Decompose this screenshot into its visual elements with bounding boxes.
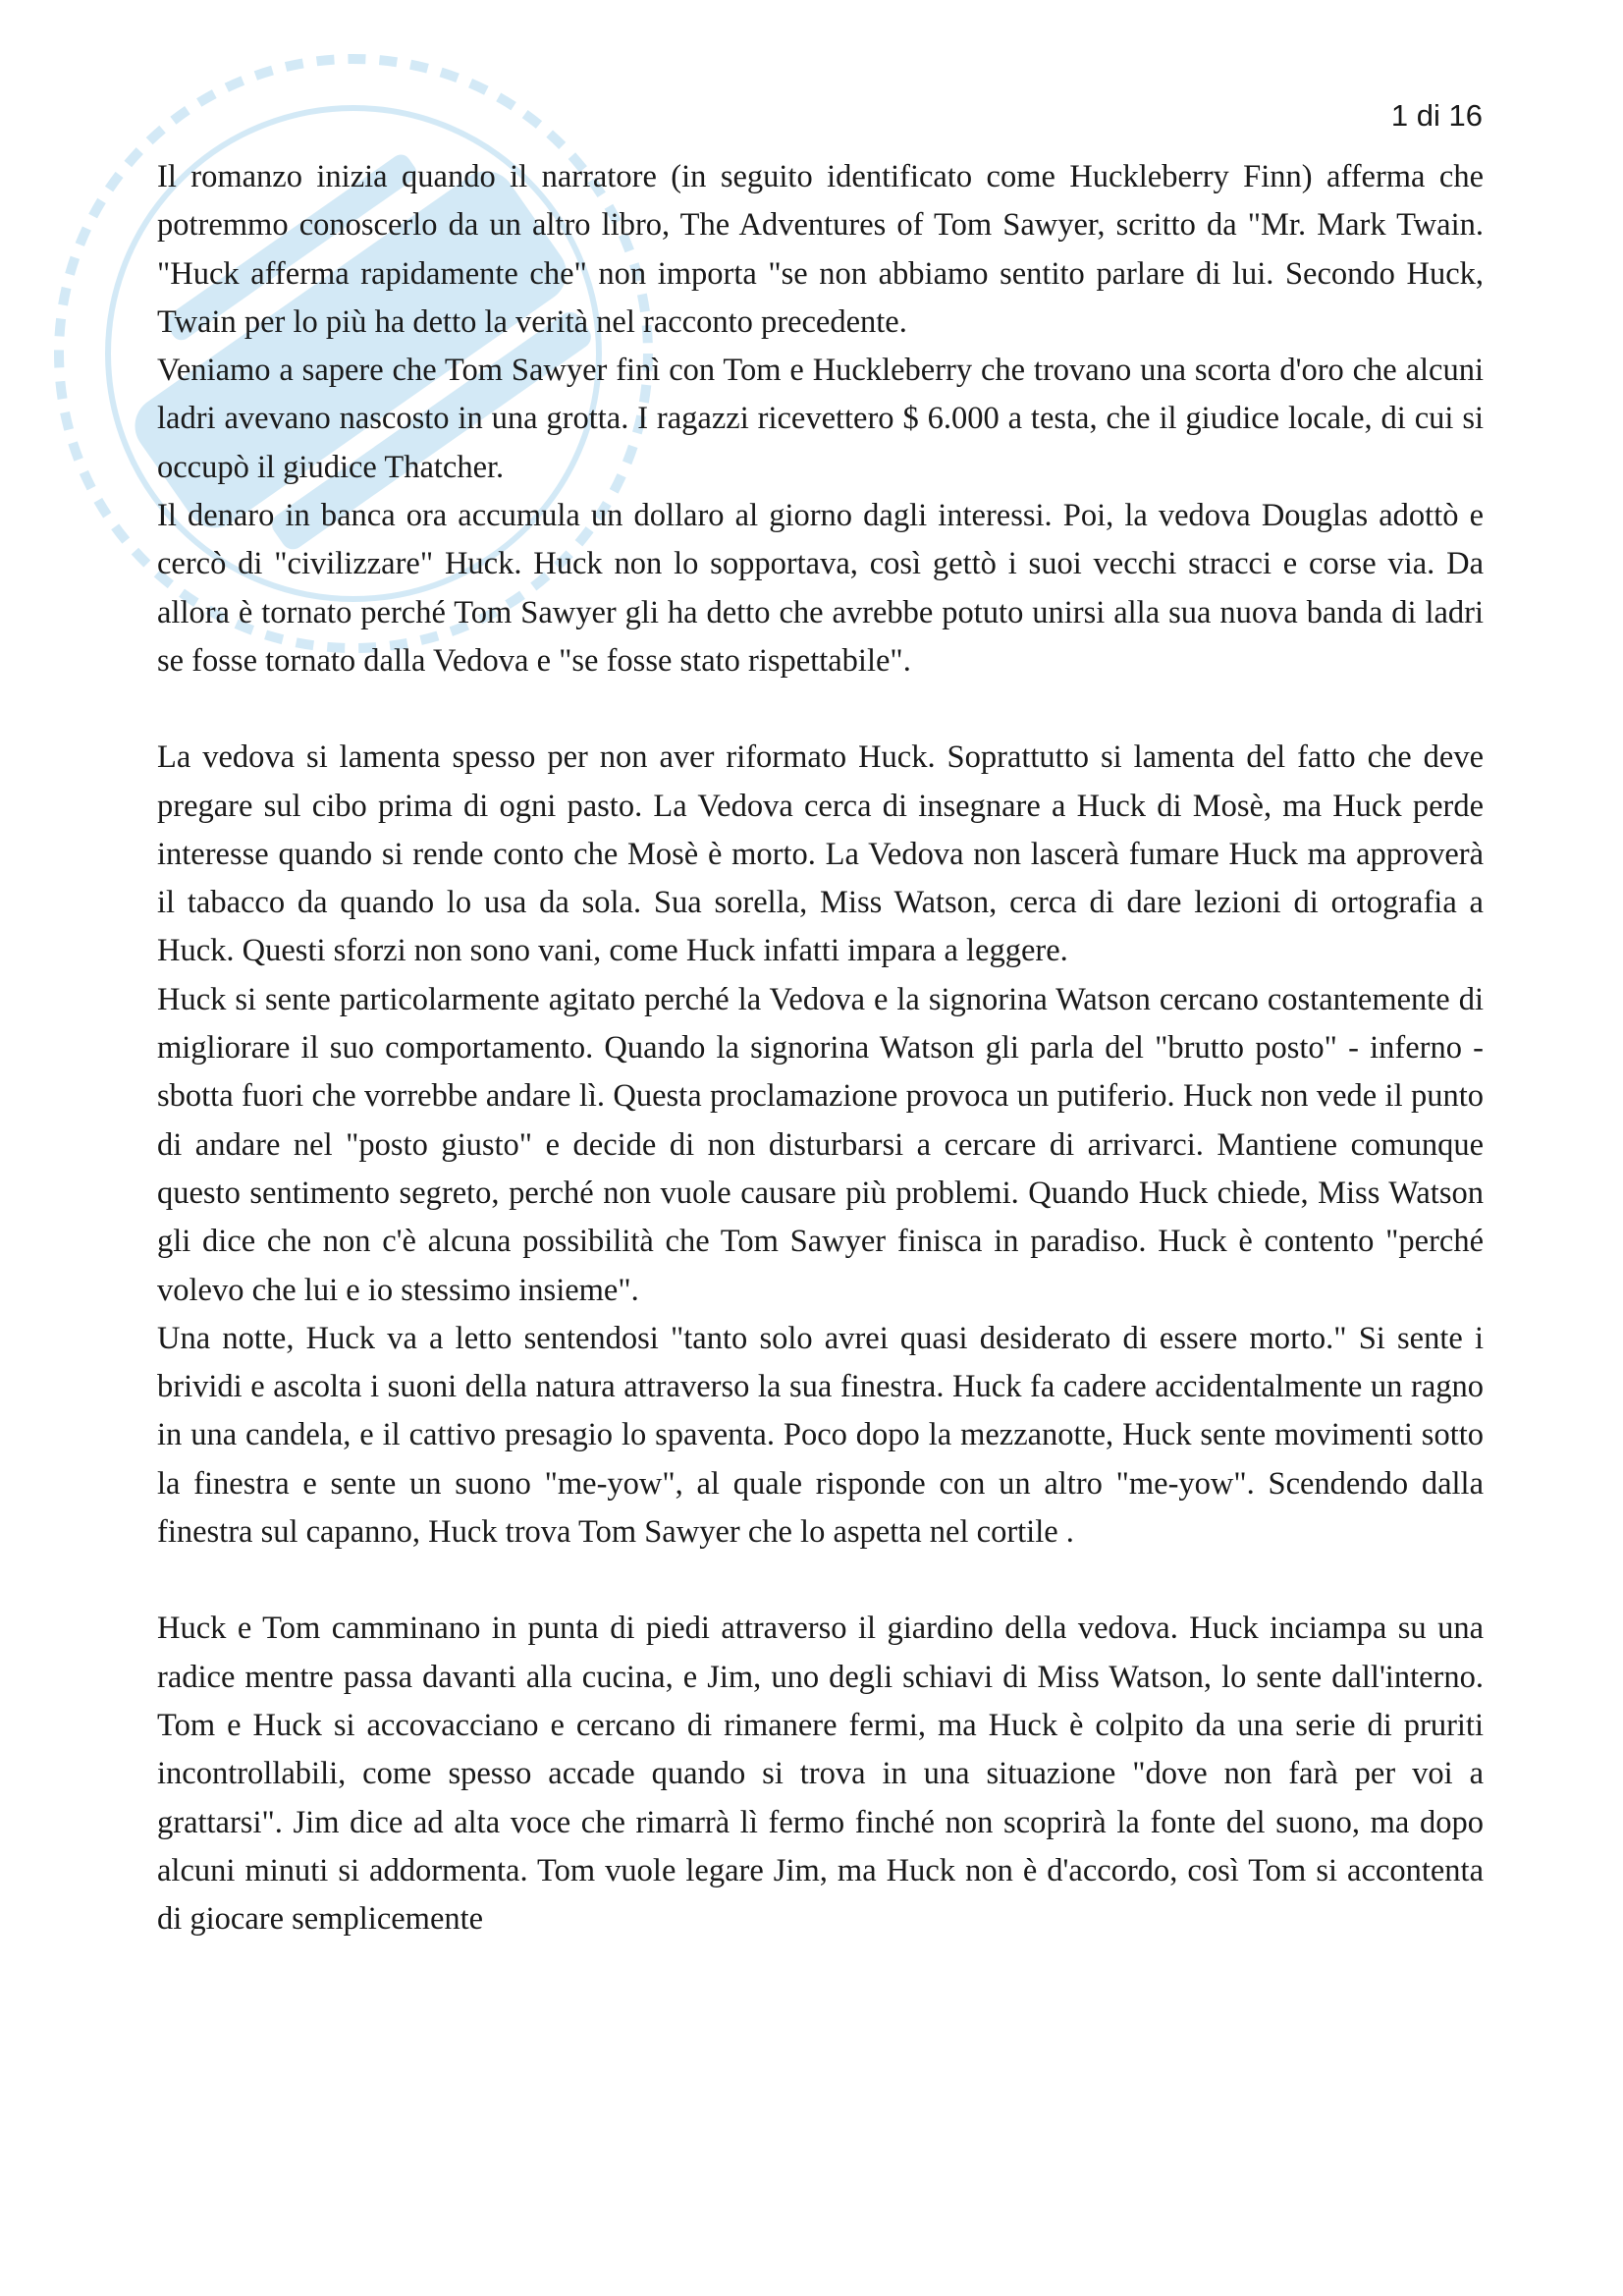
page-number: 1 di 16 [1390,98,1483,133]
paragraph: Huck si sente particolarmente agitato perché la Vedova e la signorina Watson cercano costantemente di migliorare il suo comportamento. Quando la signorina Watson gli parla del "brutto posto" - inferno - sbotta fuori che vorrebbe andare lì. Questa proclamazione provoca un putiferio. Huck non vede il punto di andare nel "posto giusto" e decide di non disturbarsi a cercare di arrivarci. Mantiene comunque questo sentimento segreto, perché non vuole causare più problemi. Quando Huck chiede, Miss Watson gli dice che non c'è alcuna possibilità che Tom Sawyer finisca in paradiso. Huck è contento "perché volevo che lui e io stessimo insieme". [157,981,1484,1308]
paragraph: Veniamo a sapere che Tom Sawyer finì con Tom e Huckleberry che trovano una scorta d'oro che alcuni ladri avevano nascosto in una grotta. I ragazzi ricevettero $ 6.000 a testa, che il giudice locale, di cui si occupò il giudice Thatcher. [157,353,1484,485]
paragraph: Huck e Tom camminano in punta di piedi attraverso il giardino della vedova. Huck inciampa su una radice mentre passa davanti alla cucina, e Jim, uno degli schiavi di Miss Watson, lo sente dall'interno. Tom e Huck si accovacciano e cercano di rimanere fermi, ma Huck è colpito da una serie di pruriti incontrollabili, come spesso accade quando si trova in una situazione "dove non farà per voi a grattarsi". Jim dice ad alta voce che rimarrà lì fermo finché non scoprirà la fonte del suono, ma dopo alcuni minuti si addormenta. Tom vuole legare Jim, ma Huck non è d'accordo, così Tom si accontenta di giocare semplicemente [157,1611,1484,1938]
paragraph: Il denaro in banca ora accumula un dollaro al giorno dagli interessi. Poi, la vedova Douglas adottò e cercò di "civilizzare" Huck. Huck non lo sopportava, così gettò i suoi vecchi stracci e corse via. Da allora è tornato perché Tom Sawyer gli ha detto che avrebbe potuto unirsi alla sua nuova banda di ladri se fosse tornato dalla Vedova e "se fosse stato rispettabile". [157,498,1484,679]
paragraph: Il romanzo inizia quando il narratore (in seguito identificato come Huckleberry Finn) afferma che potremmo conoscerlo da un altro libro, The Adventures of Tom Sawyer, scritto da "Mr. Mark Twain. "Huck afferma rapidamente che" non importa "se non abbiamo sentito parlare di lui. Secondo Huck, Twain per lo più ha detto la verità nel racconto precedente. [157,159,1484,340]
paragraph: Una notte, Huck va a letto sentendosi "tanto solo avrei quasi desiderato di essere morto." Si sente i brividi e ascolta i suoni della natura attraverso la sua finestra. Huck fa cadere accidentalmente un ragno in una candela, e il cattivo presagio lo spaventa. Poco dopo la mezzanotte, Huck sente movimenti sotto la finestra e sente un suono "me-yow", al quale risponde con un altro "me-yow". Scendendo dalla finestra sul capanno, Huck trova Tom Sawyer che lo aspetta nel cortile . [157,1320,1484,1551]
document-body [157,153,1484,1943]
paragraph: La vedova si lamenta spesso per non aver riformato Huck. Soprattutto si lamenta del fatto che deve pregare sul cibo prima di ogni pasto. La Vedova cerca di insegnare a Huck di Mosè, ma Huck perde interesse quando si rende conto che Mosè è morto. La Vedova non lascerà fumare Huck ma approverà il tabacco da quando lo usa da sola. Sua sorella, Miss Watson, cerca di dare lezioni di ortografia a Huck. Questi sforzi non sono vani, come Huck infatti impara a leggere. [157,739,1484,969]
